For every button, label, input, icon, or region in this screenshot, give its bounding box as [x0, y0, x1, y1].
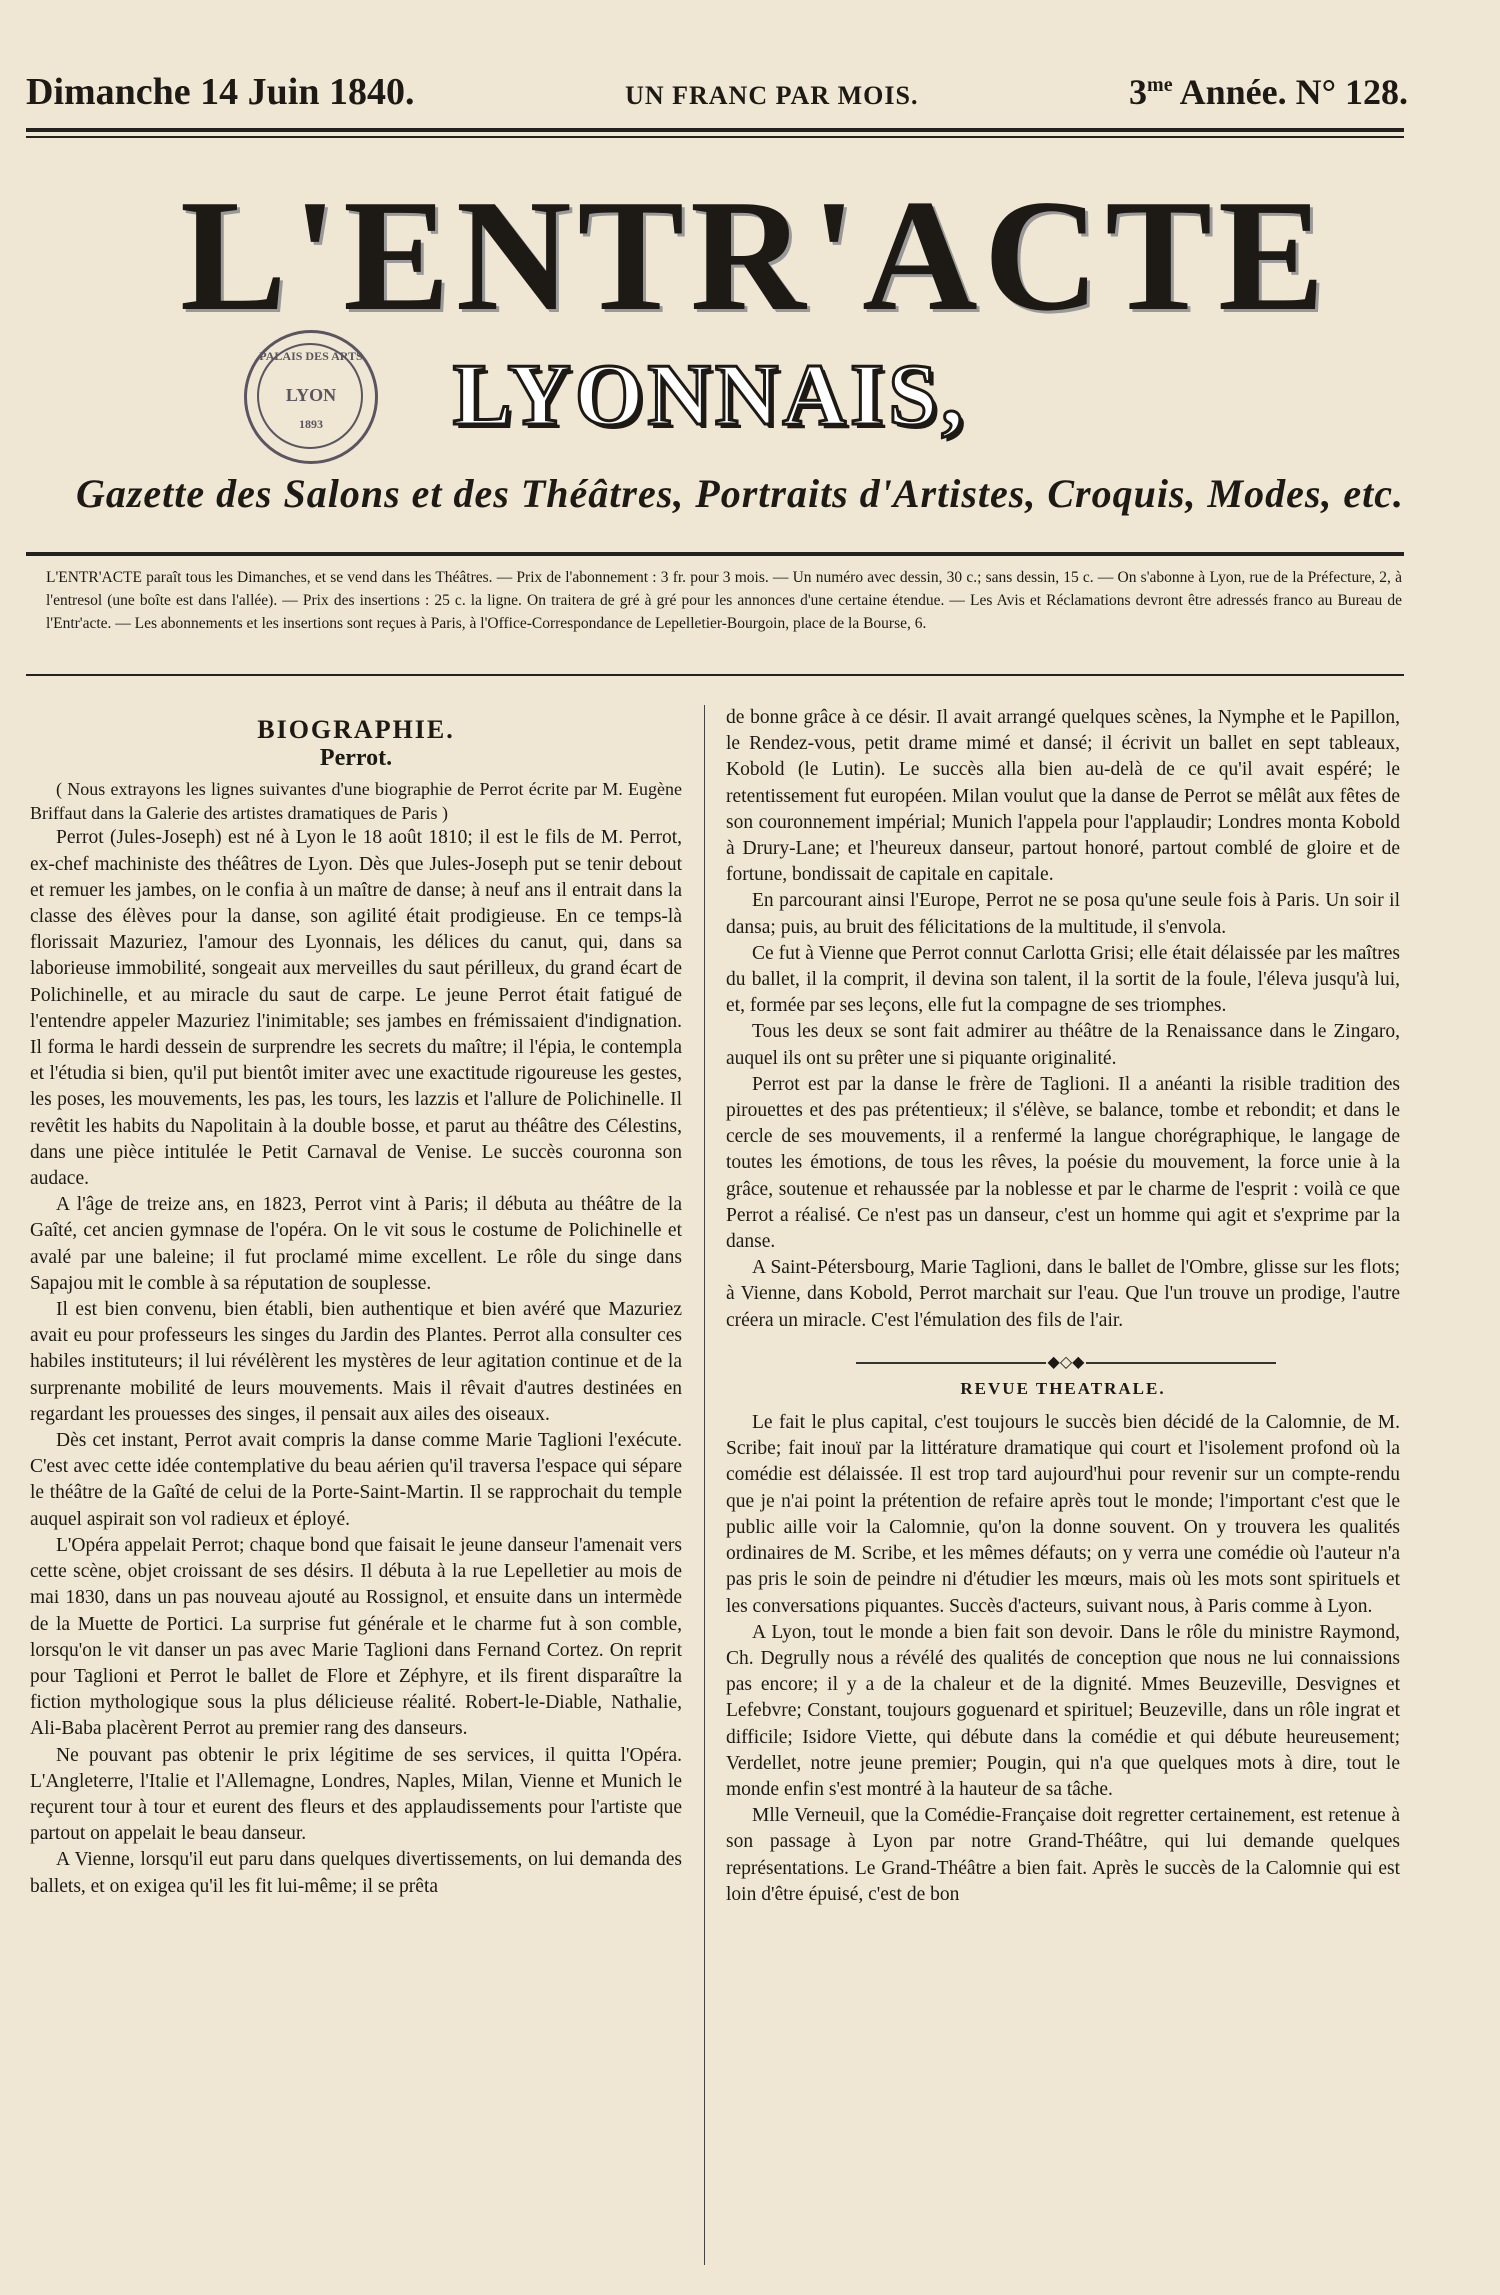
biography-paragraph: Il est bien convenu, bien établi, bien authentique et bien avéré que Mazuriez avait eu pour professeurs les singes du Jardin des Plantes. Perrot alla consulter ces habiles instituteurs; il lui révélèrent les mystères de leur agitation continue et de la surprenante mobilité de leurs mouvements. Mais il rêvait d'autres destinées en regardant les prouesses des singes, il pensait aux ailes des oiseaux. [30, 1299, 682, 1425]
right-column [726, 705, 1400, 1908]
revue-paragraph: Le fait le plus capital, c'est toujours le succès bien décidé de la Calomnie, de M. Scribe; fait inouï par la littérature dramatique qui court et l'isolement profond où la comédie est délaissée. Il est trop tard aujourd'hui pour revenir sur un compte-rendu que je n'ai point la prétention de refaire après tout le monde; l'important c'est que le public aille voir la Calomnie, qu'on la donne souvent. On y trouvera les qualités ordinaires de M. Scribe, et les mêmes défauts; on y verra une comédie où l'auteur n'a pas pris le soin de peindre ni d'étudier les mœurs, mais où les mots sont spirituels et les conversations piquantes. Succès d'acteurs, suivant nous, à Paris comme à Lyon. [726, 1412, 1400, 1617]
biography-paragraph: de bonne grâce à ce désir. Il avait arrangé quelques scènes, la Nymphe et le Papillon, le Rendez-vous, petit drame mimé et dansé; il écrivit un ballet en sept tableaux, Kobold (le Lutin). Le succès alla bien au-delà de ce qu'il avait espéré; le retentissement fut européen. Milan voulut que la danse de Perrot se mêlât aux fêtes de son couronnement impérial; Munich l'appela pour l'applaudir; Londres monta Kobold à Drury-Lane; et l'heureux danseur, partout honoré, partout comblé de gloire et de fortune, bondissait de capitale en capitale. [726, 707, 1400, 886]
masthead-title: L'ENTR'ACTE [180, 166, 1331, 344]
biography-paragraph: Perrot est par la danse le frère de Taglioni. Il a anéanti la risible tradition des pirouettes et des pas prétentieux; il s'élève, se balance, tombe et rebondit; et dans le cercle de ses mouvements, il a renfermé la langue chorégraphique, le langage de toutes les émotions, de tous les rêves, la poésie du mouvement, la force unie à la grâce, soutenue et rehaussée par la noblesse et par le charme de l'esprit : voilà ce que Perrot a réalisé. Ce n'est pas un danseur, c'est un homme qui agit et s'exprime par la danse. [726, 1073, 1400, 1253]
issue-date: Dimanche 14 Juin 1840. [26, 71, 415, 113]
biography-paragraph: En parcourant ainsi l'Europe, Perrot ne se posa qu'une seule fois à Paris. Un soir il dansa; puis, au bruit des félicitations de la multitude, il s'envola. [726, 890, 1400, 938]
biography-heading: BIOGRAPHIE. [257, 715, 455, 744]
left-column [30, 705, 682, 1900]
masthead-subtitle: LYONNAIS, [452, 347, 968, 444]
column-divider [704, 705, 705, 2265]
header-line [26, 70, 1408, 116]
biography-paragraph: Tous les deux se sont fait admirer au théâtre de la Renaissance dans le Zingaro, auquel ils ont su prêter une si piquante originalité. [726, 1021, 1400, 1069]
top-rule [26, 128, 1404, 132]
top-rule-thin [26, 136, 1404, 138]
masthead-tagline: Gazette des Salons et des Théâtres, Portraits d'Artistes, Croquis, Modes, etc. [75, 471, 1405, 516]
issue-number: $3^{me}$ Année. N° 128. [1129, 72, 1408, 112]
biography-paragraph: A l'âge de treize ans, en 1823, Perrot vint à Paris; il débuta au théâtre de la Gaîté, cet ancien gymnase de l'opéra. On le vit sous le costume de Polichinelle et avalé par une baleine; il fut proclamé mime excellent. Le rôle du singe dans Sapajou mit le comble à sa réputation de souplesse. [30, 1194, 682, 1294]
subscription-notice: L'ENTR'ACTE paraît tous les Dimanches, et se vend dans les Théâtres. — Prix de l'abonnement : 3 fr. pour 3 mois. — Un numéro avec dessin, 30 c.; sans dessin, 15 c. — On s'abonne à Lyon, rue de la Préfecture, 2, à l'entresol (une boîte est dans l'allée). — Prix des insertions : 25 c. la ligne. On traitera de gré à gré pour les annonces d'une certaine étendue. — Les Avis et Réclamations devront être adressés franco au Bureau de l'Entr'acte. — Les abonnements et les insertions sont reçues à Paris, à l'Office-Correspondance de Lepelletier-Bourgoin, place de la Bourse, 6. [46, 569, 1402, 632]
ornament-diamond-icon: ◆◇◆ [1046, 1350, 1086, 1376]
biography-paragraph: Ce fut à Vienne que Perrot connut Carlotta Grisi; elle était délaissée par les maîtres du ballet, il la comprit, il devina son talent, il la sortit de la foule, l'éleva jusqu'à lui, et, formée par ses leçons, elle fut la compagne de ses triomphes. [726, 942, 1400, 1017]
subscription-price: UN FRANC PAR MOIS. [625, 81, 919, 110]
revue-heading: REVUE THEATRALE. [960, 1378, 1166, 1398]
notice-top-rule [26, 552, 1404, 556]
revue-paragraph: Mlle Verneuil, que la Comédie-Française doit regretter certainement, est retenue à son passage à Lyon par notre Grand-Théâtre, qui lui demande quelques représentations. Le Grand-Théâtre a bien fait. Après le succès de la Calomnie qui est loin d'être épuisé, c'est de bon [726, 1805, 1400, 1905]
biography-paragraph: A Saint-Pétersbourg, Marie Taglioni, dans le ballet de l'Ombre, glisse sur les flots; à Vienne, dans Kobold, Perrot marchait sur l'eau. Que l'un trouve un prodige, l'autre créera un miracle. C'est l'émulation des fils de l'air. [726, 1257, 1400, 1331]
biography-intro: ( Nous extrayons les lignes suivantes d'une biographie de Perrot écrite par M. Eugène Briffaut dans la Galerie des artistes dramatiques de Paris ) [30, 779, 682, 824]
biography-paragraph: L'Opéra appelait Perrot; chaque bond que faisait le jeune danseur l'amenait vers cette scène, objet croissant de ses désirs. Il débuta à la rue Lepelletier au mois de mai 1830, dans un pas nouveau ajouté au Rossignol, et ensuite dans un intermède de la Muette de Portici. La surprise fut générale et le charme fut à son comble, lorsqu'on le vit danser un pas avec Marie Taglioni dans Fernand Cortez. On reprit pour Taglioni et Perrot le ballet de Flore et Zéphyre, et ils firent disparaître la fiction mythologique sous la plus délicieuse réalité. Robert-le-Diable, Nathalie, Ali-Baba placèrent Perrot au premier rang des danseurs. [30, 1534, 682, 1740]
biography-paragraph: Perrot (Jules-Joseph) est né à Lyon le 18 août 1810; il est le fils de M. Perrot, ex-chef machiniste des théâtres de Lyon. Dès que Jules-Joseph put se tenir debout et remuer les jambes, on le confia à un maître de danse; à neuf ans il entrait dans la classe des élèves pour la danse, son agilité était prodigieuse. En ce temps-là florissait Mazuriez, l'amour des Lyonnais, les délices du canut, qui, dans sa laborieuse immobilité, songeait aux merveilles du saut périlleux, du grand écart de Polichinelle, et au miracle du saut de carpe. Le jeune Perrot était fatigué de l'entendre appeler Mazuriez l'inimitable; ses jambes en frémissaient d'indignation. Il forma le hardi dessein de surprendre les secrets du maître; il l'épia, le contempla et l'étudia si bien, qu'il put bientôt imiter avec une exactitude rigoureuse les gestes, les poses, les mouvements, les pas, les tours, les lazzis et l'allure de Polichinelle. Il revêtit les habits du Napolitain à la double bosse, et parut au théâtre des Célestins, dans une pièce intitulée le Petit Carnaval de Venise. Le succès couronna son audace. [30, 827, 682, 1190]
stamp-top-text: PALAIS DES ARTS [259, 349, 363, 363]
revue-paragraph: A Lyon, tout le monde a bien fait son devoir. Dans le rôle du ministre Raymond, Ch. Degrully nous a révélé des qualités de conception que nous ne lui connaissions pas encore; il y a de la chaleur et de la dignité. Mmes Beuzeville, Desvignes et Lefebvre; Constant, toujours goguenard et spirituel; Beuzeville, dans un rôle ingrat et difficile; Isidore Viette, qui débute dans la comédie et qui débute heureusement; Verdellet, notre jeune premier; Pougin, qui n'a que quelques mots à dire, tout le monde enfin s'est montré à la hauteur de sa tâche. [726, 1621, 1400, 1800]
stamp-year: 1893 [299, 417, 323, 431]
library-stamp [244, 330, 378, 464]
section-ornament [726, 1353, 1400, 1371]
biography-paragraph: Ne pouvant pas obtenir le prix légitime de ses services, il quitta l'Opéra. L'Angleterre, l'Italie et l'Allemagne, Londres, Naples, Milan, Vienne et Munich le reçurent tour à tour et eurent des fleurs et des applaudissements pour l'artiste que partout on appelait le beau danseur. [30, 1744, 682, 1845]
biography-subject: Perrot. [319, 745, 393, 772]
biography-paragraph: Dès cet instant, Perrot avait compris la danse comme Marie Taglioni l'exécute. C'est avec cette idée contemplative du beau aérien qu'il traversa l'espace qui sépare le théâtre de la Gaîté de celui de la Porte-Saint-Martin. Il se rapprochait du temple auquel aspirait son vol radieux et éployé. [30, 1430, 682, 1530]
notice-bottom-rule [26, 674, 1404, 676]
biography-paragraph: A Vienne, lorsqu'il eut paru dans quelques divertissements, on lui demanda des ballets, et on exigea qu'il les fit lui-même; il se prêta [30, 1849, 682, 1897]
stamp-center-text: LYON [285, 385, 337, 405]
